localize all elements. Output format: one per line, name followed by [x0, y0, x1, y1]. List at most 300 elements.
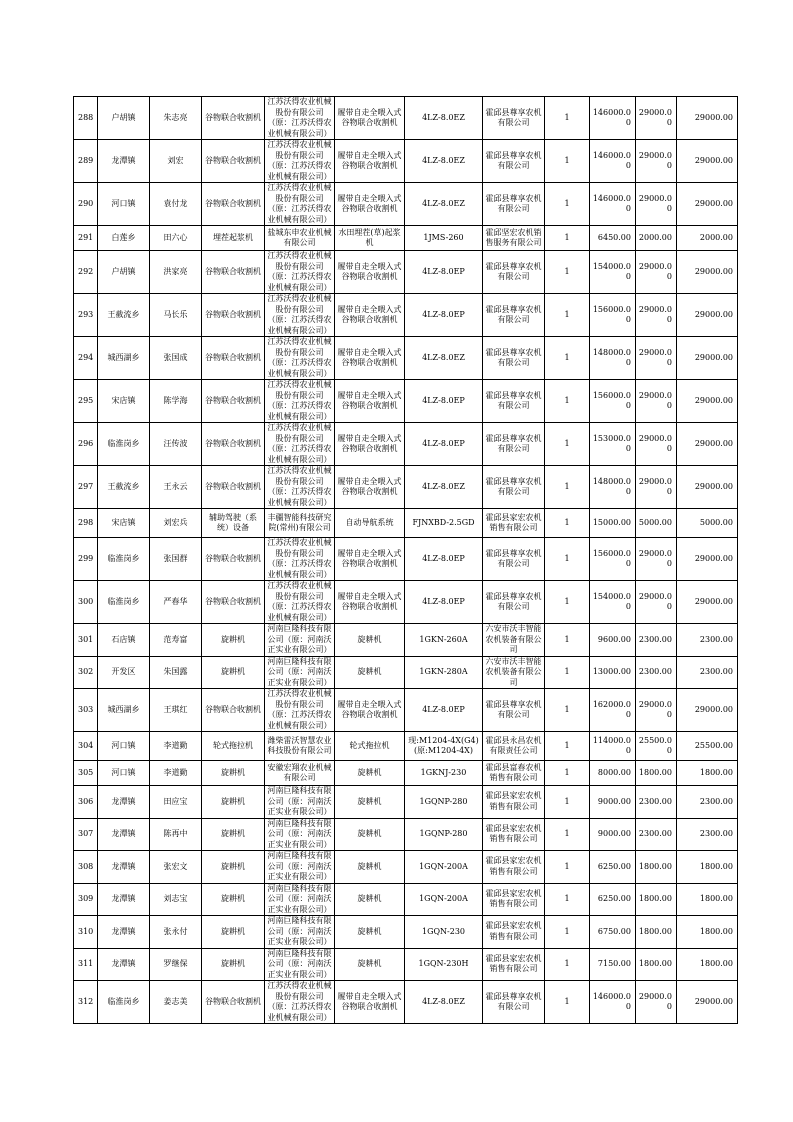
table-row — [74, 948, 738, 981]
row-number-cell: 289 — [74, 140, 98, 183]
total-subsidy-cell: 1800.00 — [677, 761, 738, 786]
product-name-cell: 履带自走全喂入式谷物联合收割机 — [335, 581, 405, 624]
manufacturer-cell: 江苏沃得农业机械股份有限公司（原：江苏沃得农业机械有限公司） — [265, 337, 335, 380]
row-number-cell: 306 — [74, 786, 98, 819]
manufacturer-cell: 河南巨隆科技有限公司（原：河南沃正实业有限公司） — [265, 818, 335, 851]
dealer-cell: 霍邱县家宏农机销售有限公司 — [483, 509, 545, 538]
township-cell: 临淮岗乡 — [98, 581, 150, 624]
machine-category-cell: 谷物联合收割机 — [202, 337, 265, 380]
row-number-cell: 312 — [74, 981, 98, 1024]
quantity-cell: 1 — [545, 656, 590, 689]
farmer-name-cell: 张宏文 — [150, 851, 202, 884]
sale-price-cell: 9000.00 — [590, 818, 636, 851]
row-number-cell: 290 — [74, 183, 98, 226]
farmer-name-cell: 陈再中 — [150, 818, 202, 851]
sale-price-cell: 148000.00 — [590, 466, 636, 509]
unit-subsidy-cell: 29000.00 — [636, 251, 677, 294]
row-number-cell: 288 — [74, 97, 98, 140]
model-number-cell: 1GKNJ-230 — [405, 761, 483, 786]
product-name-cell: 自动导航系统 — [335, 509, 405, 538]
model-number-cell: 4LZ-8.0EZ — [405, 97, 483, 140]
total-subsidy-cell: 2000.00 — [677, 226, 738, 251]
product-name-cell: 履带自走全喂入式谷物联合收割机 — [335, 337, 405, 380]
farmer-name-cell: 张国成 — [150, 337, 202, 380]
dealer-cell: 六安市沃丰智能农机装备有限公司 — [483, 624, 545, 657]
township-cell: 河口镇 — [98, 183, 150, 226]
table-row — [74, 786, 738, 819]
dealer-cell: 霍邱县尊享农机有限公司 — [483, 140, 545, 183]
machine-category-cell: 埋茬起浆机 — [202, 226, 265, 251]
model-number-cell: 1GKN-280A — [405, 656, 483, 689]
model-number-cell: 4LZ-8.0EZ — [405, 337, 483, 380]
sale-price-cell: 9000.00 — [590, 786, 636, 819]
machine-category-cell: 旋耕机 — [202, 883, 265, 916]
quantity-cell: 1 — [545, 140, 590, 183]
model-number-cell: 1GQN-230 — [405, 916, 483, 949]
farmer-name-cell: 朱志亮 — [150, 97, 202, 140]
sale-price-cell: 6450.00 — [590, 226, 636, 251]
township-cell: 石店镇 — [98, 624, 150, 657]
total-subsidy-cell: 1800.00 — [677, 883, 738, 916]
sale-price-cell: 8000.00 — [590, 761, 636, 786]
product-name-cell: 旋耕机 — [335, 851, 405, 884]
table-row — [74, 183, 738, 226]
dealer-cell: 霍邱县家宏农机销售有限公司 — [483, 786, 545, 819]
product-name-cell: 旋耕机 — [335, 948, 405, 981]
manufacturer-cell: 江苏沃得农业机械股份有限公司（原：江苏沃得农业机械有限公司） — [265, 466, 335, 509]
manufacturer-cell: 潍柴雷沃智慧农业科技股份有限公司 — [265, 732, 335, 761]
row-number-cell: 295 — [74, 380, 98, 423]
township-cell: 龙潭镇 — [98, 916, 150, 949]
quantity-cell: 1 — [545, 818, 590, 851]
quantity-cell: 1 — [545, 581, 590, 624]
dealer-cell: 霍邱县尊享农机有限公司 — [483, 294, 545, 337]
table-row — [74, 337, 738, 380]
farmer-name-cell: 刘宏兵 — [150, 509, 202, 538]
township-cell: 城西湖乡 — [98, 689, 150, 732]
total-subsidy-cell: 2300.00 — [677, 818, 738, 851]
farmer-name-cell: 王琪红 — [150, 689, 202, 732]
quantity-cell: 1 — [545, 251, 590, 294]
table-row — [74, 294, 738, 337]
quantity-cell: 1 — [545, 423, 590, 466]
unit-subsidy-cell: 29000.00 — [636, 689, 677, 732]
row-number-cell: 310 — [74, 916, 98, 949]
sale-price-cell: 146000.00 — [590, 97, 636, 140]
township-cell: 户胡镇 — [98, 97, 150, 140]
total-subsidy-cell: 1800.00 — [677, 851, 738, 884]
machine-category-cell: 谷物联合收割机 — [202, 251, 265, 294]
manufacturer-cell: 江苏沃得农业机械股份有限公司（原：江苏沃得农业机械有限公司） — [265, 183, 335, 226]
machine-category-cell: 旋耕机 — [202, 624, 265, 657]
model-number-cell: 4LZ-8.0EP — [405, 423, 483, 466]
manufacturer-cell: 江苏沃得农业机械股份有限公司（原：江苏沃得农业机械有限公司） — [265, 423, 335, 466]
township-cell: 城西湖乡 — [98, 337, 150, 380]
manufacturer-cell: 河南巨隆科技有限公司（原：河南沃正实业有限公司） — [265, 851, 335, 884]
township-cell: 宋店镇 — [98, 509, 150, 538]
sale-price-cell: 156000.00 — [590, 380, 636, 423]
quantity-cell: 1 — [545, 851, 590, 884]
dealer-cell: 霍邱县家宏农机销售有限公司 — [483, 948, 545, 981]
dealer-cell: 霍邱县尊享农机有限公司 — [483, 423, 545, 466]
dealer-cell: 霍邱县家宏农机销售有限公司 — [483, 851, 545, 884]
product-name-cell: 旋耕机 — [335, 916, 405, 949]
machine-category-cell: 谷物联合收割机 — [202, 581, 265, 624]
row-number-cell: 299 — [74, 538, 98, 581]
farmer-name-cell: 汪传波 — [150, 423, 202, 466]
total-subsidy-cell: 25500.00 — [677, 732, 738, 761]
row-number-cell: 296 — [74, 423, 98, 466]
row-number-cell: 308 — [74, 851, 98, 884]
township-cell: 龙潭镇 — [98, 883, 150, 916]
model-number-cell: 4LZ-8.0EZ — [405, 981, 483, 1024]
farmer-name-cell: 刘志宝 — [150, 883, 202, 916]
township-cell: 临淮岗乡 — [98, 981, 150, 1024]
model-number-cell: 现:M1204-4X(G4)(原:M1204-4X) — [405, 732, 483, 761]
total-subsidy-cell: 2300.00 — [677, 786, 738, 819]
manufacturer-cell: 江苏沃得农业机械股份有限公司（原：江苏沃得农业机械有限公司） — [265, 581, 335, 624]
unit-subsidy-cell: 29000.00 — [636, 380, 677, 423]
manufacturer-cell: 安徽宏翔农业机械有限公司 — [265, 761, 335, 786]
model-number-cell: 4LZ-8.0EP — [405, 581, 483, 624]
total-subsidy-cell: 29000.00 — [677, 380, 738, 423]
row-number-cell: 293 — [74, 294, 98, 337]
unit-subsidy-cell: 29000.00 — [636, 466, 677, 509]
manufacturer-cell: 盐城东申农业机械有限公司 — [265, 226, 335, 251]
township-cell: 临淮岗乡 — [98, 538, 150, 581]
machine-category-cell: 旋耕机 — [202, 786, 265, 819]
sale-price-cell: 7150.00 — [590, 948, 636, 981]
total-subsidy-cell: 29000.00 — [677, 251, 738, 294]
machine-category-cell: 旋耕机 — [202, 948, 265, 981]
machine-category-cell: 谷物联合收割机 — [202, 183, 265, 226]
table-row — [74, 466, 738, 509]
product-name-cell: 履带自走全喂入式谷物联合收割机 — [335, 380, 405, 423]
table-row — [74, 883, 738, 916]
quantity-cell: 1 — [545, 380, 590, 423]
unit-subsidy-cell: 2300.00 — [636, 786, 677, 819]
row-number-cell: 292 — [74, 251, 98, 294]
product-name-cell: 履带自走全喂入式谷物联合收割机 — [335, 97, 405, 140]
township-cell: 白莲乡 — [98, 226, 150, 251]
township-cell: 河口镇 — [98, 761, 150, 786]
township-cell: 宋店镇 — [98, 380, 150, 423]
table-row — [74, 851, 738, 884]
quantity-cell: 1 — [545, 97, 590, 140]
row-number-cell: 307 — [74, 818, 98, 851]
dealer-cell: 霍邱县尊享农机有限公司 — [483, 337, 545, 380]
row-number-cell: 302 — [74, 656, 98, 689]
total-subsidy-cell: 2300.00 — [677, 624, 738, 657]
dealer-cell: 霍邱县尊享农机有限公司 — [483, 183, 545, 226]
farmer-name-cell: 罗继保 — [150, 948, 202, 981]
machine-category-cell: 旋耕机 — [202, 916, 265, 949]
unit-subsidy-cell: 5000.00 — [636, 509, 677, 538]
table-row — [74, 624, 738, 657]
row-number-cell: 304 — [74, 732, 98, 761]
model-number-cell: 4LZ-8.0EZ — [405, 140, 483, 183]
total-subsidy-cell: 29000.00 — [677, 689, 738, 732]
table-row — [74, 732, 738, 761]
product-name-cell: 履带自走全喂入式谷物联合收割机 — [335, 981, 405, 1024]
total-subsidy-cell: 1800.00 — [677, 916, 738, 949]
product-name-cell: 旋耕机 — [335, 624, 405, 657]
total-subsidy-cell: 29000.00 — [677, 981, 738, 1024]
machine-category-cell: 辅助驾驶（系统）设备 — [202, 509, 265, 538]
product-name-cell: 履带自走全喂入式谷物联合收割机 — [335, 294, 405, 337]
dealer-cell: 霍邱县尊享农机有限公司 — [483, 689, 545, 732]
table-row — [74, 251, 738, 294]
model-number-cell: 4LZ-8.0EZ — [405, 183, 483, 226]
manufacturer-cell: 江苏沃得农业机械股份有限公司（原：江苏沃得农业机械有限公司） — [265, 981, 335, 1024]
unit-subsidy-cell: 2300.00 — [636, 656, 677, 689]
product-name-cell: 履带自走全喂入式谷物联合收割机 — [335, 140, 405, 183]
dealer-cell: 六安市沃丰智能农机装备有限公司 — [483, 656, 545, 689]
manufacturer-cell: 江苏沃得农业机械股份有限公司（原：江苏沃得农业机械有限公司） — [265, 251, 335, 294]
manufacturer-cell: 江苏沃得农业机械股份有限公司（原：江苏沃得农业机械有限公司） — [265, 140, 335, 183]
product-name-cell: 履带自走全喂入式谷物联合收割机 — [335, 538, 405, 581]
total-subsidy-cell: 1800.00 — [677, 948, 738, 981]
sale-price-cell: 6250.00 — [590, 883, 636, 916]
machine-category-cell: 谷物联合收割机 — [202, 423, 265, 466]
machine-category-cell: 旋耕机 — [202, 761, 265, 786]
quantity-cell: 1 — [545, 226, 590, 251]
sale-price-cell: 146000.00 — [590, 140, 636, 183]
farmer-name-cell: 马长乐 — [150, 294, 202, 337]
model-number-cell: 1GQN-200A — [405, 883, 483, 916]
table-row — [74, 380, 738, 423]
dealer-cell: 霍邱县尊享农机有限公司 — [483, 380, 545, 423]
row-number-cell: 305 — [74, 761, 98, 786]
machine-category-cell: 谷物联合收割机 — [202, 466, 265, 509]
table-row — [74, 981, 738, 1024]
dealer-cell: 霍邱县家宏农机销售有限公司 — [483, 916, 545, 949]
total-subsidy-cell: 5000.00 — [677, 509, 738, 538]
row-number-cell: 309 — [74, 883, 98, 916]
row-number-cell: 303 — [74, 689, 98, 732]
dealer-cell: 霍邱县家宏农机销售有限公司 — [483, 883, 545, 916]
table-body — [74, 97, 738, 1024]
farmer-name-cell: 张国群 — [150, 538, 202, 581]
sale-price-cell: 146000.00 — [590, 183, 636, 226]
unit-subsidy-cell: 29000.00 — [636, 140, 677, 183]
manufacturer-cell: 河南巨隆科技有限公司（原：河南沃正实业有限公司） — [265, 786, 335, 819]
farmer-name-cell: 袁付龙 — [150, 183, 202, 226]
sale-price-cell: 156000.00 — [590, 538, 636, 581]
unit-subsidy-cell: 29000.00 — [636, 581, 677, 624]
quantity-cell: 1 — [545, 294, 590, 337]
quantity-cell: 1 — [545, 538, 590, 581]
farmer-name-cell: 严春华 — [150, 581, 202, 624]
unit-subsidy-cell: 29000.00 — [636, 337, 677, 380]
quantity-cell: 1 — [545, 981, 590, 1024]
unit-subsidy-cell: 2300.00 — [636, 818, 677, 851]
quantity-cell: 1 — [545, 509, 590, 538]
total-subsidy-cell: 29000.00 — [677, 581, 738, 624]
machine-category-cell: 谷物联合收割机 — [202, 380, 265, 423]
row-number-cell: 301 — [74, 624, 98, 657]
quantity-cell: 1 — [545, 732, 590, 761]
product-name-cell: 旋耕机 — [335, 818, 405, 851]
row-number-cell: 311 — [74, 948, 98, 981]
model-number-cell: 4LZ-8.0EP — [405, 251, 483, 294]
dealer-cell: 霍邱县尊享农机有限公司 — [483, 581, 545, 624]
sale-price-cell: 156000.00 — [590, 294, 636, 337]
quantity-cell: 1 — [545, 337, 590, 380]
manufacturer-cell: 河南巨隆科技有限公司（原：河南沃正实业有限公司） — [265, 656, 335, 689]
township-cell: 龙潭镇 — [98, 140, 150, 183]
machine-category-cell: 谷物联合收割机 — [202, 294, 265, 337]
farmer-name-cell: 王永云 — [150, 466, 202, 509]
model-number-cell: 4LZ-8.0EP — [405, 380, 483, 423]
farmer-name-cell: 刘宏 — [150, 140, 202, 183]
unit-subsidy-cell: 1800.00 — [636, 948, 677, 981]
product-name-cell: 旋耕机 — [335, 656, 405, 689]
quantity-cell: 1 — [545, 916, 590, 949]
table-row — [74, 97, 738, 140]
model-number-cell: 4LZ-8.0EP — [405, 294, 483, 337]
row-number-cell: 291 — [74, 226, 98, 251]
sale-price-cell: 6250.00 — [590, 851, 636, 884]
township-cell: 临淮岗乡 — [98, 423, 150, 466]
farmer-name-cell: 姜志美 — [150, 981, 202, 1024]
product-name-cell: 旋耕机 — [335, 786, 405, 819]
unit-subsidy-cell: 25500.00 — [636, 732, 677, 761]
machine-category-cell: 轮式拖拉机 — [202, 732, 265, 761]
subsidy-table — [73, 96, 738, 1024]
table-row — [74, 656, 738, 689]
total-subsidy-cell: 29000.00 — [677, 423, 738, 466]
dealer-cell: 霍邱县富春农机销售有限公司 — [483, 761, 545, 786]
farmer-name-cell: 田应宝 — [150, 786, 202, 819]
farmer-name-cell: 田六心 — [150, 226, 202, 251]
product-name-cell: 水田埋茬(草)起浆机 — [335, 226, 405, 251]
dealer-cell: 霍邱县尊享农机有限公司 — [483, 466, 545, 509]
sale-price-cell: 13000.00 — [590, 656, 636, 689]
farmer-name-cell: 李道勤 — [150, 732, 202, 761]
model-number-cell: 4LZ-8.0EZ — [405, 466, 483, 509]
township-cell: 王截流乡 — [98, 294, 150, 337]
model-number-cell: 1GQN-200A — [405, 851, 483, 884]
product-name-cell: 履带自走全喂入式谷物联合收割机 — [335, 689, 405, 732]
farmer-name-cell: 范寿富 — [150, 624, 202, 657]
product-name-cell: 履带自走全喂入式谷物联合收割机 — [335, 466, 405, 509]
machine-category-cell: 谷物联合收割机 — [202, 689, 265, 732]
dealer-cell: 霍邱县尊享农机有限公司 — [483, 97, 545, 140]
total-subsidy-cell: 29000.00 — [677, 466, 738, 509]
sale-price-cell: 114000.00 — [590, 732, 636, 761]
product-name-cell: 轮式拖拉机 — [335, 732, 405, 761]
quantity-cell: 1 — [545, 761, 590, 786]
sale-price-cell: 154000.00 — [590, 581, 636, 624]
unit-subsidy-cell: 1800.00 — [636, 851, 677, 884]
table-row — [74, 581, 738, 624]
model-number-cell: 4LZ-8.0EP — [405, 538, 483, 581]
total-subsidy-cell: 29000.00 — [677, 294, 738, 337]
dealer-cell: 霍邱坚宏农机销售服务有限公司 — [483, 226, 545, 251]
total-subsidy-cell: 2300.00 — [677, 656, 738, 689]
unit-subsidy-cell: 1800.00 — [636, 761, 677, 786]
sale-price-cell: 9600.00 — [590, 624, 636, 657]
unit-subsidy-cell: 1800.00 — [636, 916, 677, 949]
quantity-cell: 1 — [545, 466, 590, 509]
farmer-name-cell: 朱国露 — [150, 656, 202, 689]
machine-category-cell: 谷物联合收割机 — [202, 981, 265, 1024]
unit-subsidy-cell: 2300.00 — [636, 624, 677, 657]
machine-category-cell: 谷物联合收割机 — [202, 140, 265, 183]
model-number-cell: 1GKN-260A — [405, 624, 483, 657]
model-number-cell: FJNXBD-2.5GD — [405, 509, 483, 538]
row-number-cell: 300 — [74, 581, 98, 624]
quantity-cell: 1 — [545, 183, 590, 226]
dealer-cell: 霍邱县家宏农机销售有限公司 — [483, 818, 545, 851]
product-name-cell: 履带自走全喂入式谷物联合收割机 — [335, 423, 405, 466]
quantity-cell: 1 — [545, 948, 590, 981]
unit-subsidy-cell: 29000.00 — [636, 423, 677, 466]
total-subsidy-cell: 29000.00 — [677, 337, 738, 380]
sale-price-cell: 154000.00 — [590, 251, 636, 294]
manufacturer-cell: 江苏沃得农业机械股份有限公司（原：江苏沃得农业机械有限公司） — [265, 97, 335, 140]
quantity-cell: 1 — [545, 786, 590, 819]
dealer-cell: 霍邱县永昌农机有限责任公司 — [483, 732, 545, 761]
model-number-cell: 4LZ-8.0EP — [405, 689, 483, 732]
quantity-cell: 1 — [545, 689, 590, 732]
manufacturer-cell: 江苏沃得农业机械股份有限公司（原：江苏沃得农业机械有限公司） — [265, 294, 335, 337]
sale-price-cell: 15000.00 — [590, 509, 636, 538]
machine-category-cell: 旋耕机 — [202, 818, 265, 851]
row-number-cell: 297 — [74, 466, 98, 509]
township-cell: 河口镇 — [98, 732, 150, 761]
total-subsidy-cell: 29000.00 — [677, 97, 738, 140]
row-number-cell: 294 — [74, 337, 98, 380]
township-cell: 龙潭镇 — [98, 818, 150, 851]
product-name-cell: 履带自走全喂入式谷物联合收割机 — [335, 183, 405, 226]
manufacturer-cell: 河南巨隆科技有限公司（原：河南沃正实业有限公司） — [265, 883, 335, 916]
unit-subsidy-cell: 29000.00 — [636, 294, 677, 337]
unit-subsidy-cell: 29000.00 — [636, 97, 677, 140]
township-cell: 户胡镇 — [98, 251, 150, 294]
machine-category-cell: 谷物联合收割机 — [202, 97, 265, 140]
farmer-name-cell: 陈学海 — [150, 380, 202, 423]
model-number-cell: 1GQN-230H — [405, 948, 483, 981]
machine-category-cell: 谷物联合收割机 — [202, 538, 265, 581]
table-row — [74, 538, 738, 581]
machine-category-cell: 旋耕机 — [202, 656, 265, 689]
machine-category-cell: 旋耕机 — [202, 851, 265, 884]
table-row — [74, 140, 738, 183]
table-row — [74, 509, 738, 538]
table-row — [74, 761, 738, 786]
unit-subsidy-cell: 29000.00 — [636, 981, 677, 1024]
township-cell: 龙潭镇 — [98, 786, 150, 819]
table-row — [74, 818, 738, 851]
table-row — [74, 226, 738, 251]
table-row — [74, 916, 738, 949]
product-name-cell: 旋耕机 — [335, 883, 405, 916]
unit-subsidy-cell: 1800.00 — [636, 883, 677, 916]
manufacturer-cell: 江苏沃得农业机械股份有限公司（原：江苏沃得农业机械有限公司） — [265, 380, 335, 423]
sale-price-cell: 153000.00 — [590, 423, 636, 466]
model-number-cell: 1GQNP-280 — [405, 818, 483, 851]
unit-subsidy-cell: 29000.00 — [636, 538, 677, 581]
table-row — [74, 423, 738, 466]
sale-price-cell: 148000.00 — [590, 337, 636, 380]
township-cell: 龙潭镇 — [98, 948, 150, 981]
township-cell: 龙潭镇 — [98, 851, 150, 884]
manufacturer-cell: 河南巨隆科技有限公司（原：河南沃正实业有限公司） — [265, 916, 335, 949]
sale-price-cell: 6750.00 — [590, 916, 636, 949]
table-row — [74, 689, 738, 732]
